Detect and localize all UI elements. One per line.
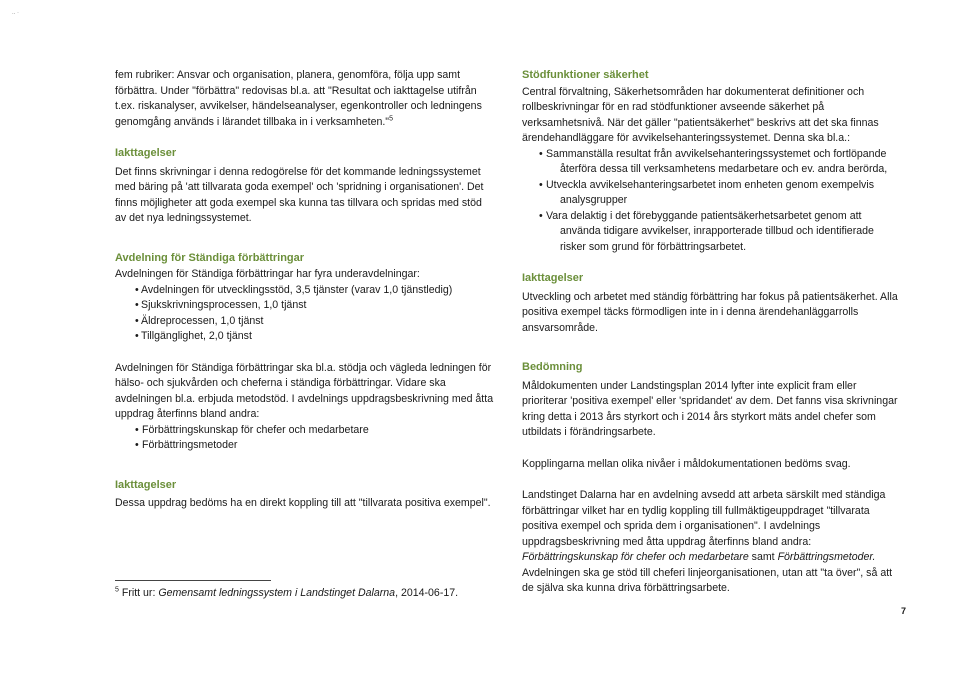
bedomning-p3-b: Avdelningen ska ge stöd till cheferi linjeorganisationen, utan att "ta över", så att de själva ska kunna driva förbättringsarbete. xyxy=(522,566,893,594)
bedomning-p3-mid: samt xyxy=(748,551,778,563)
list-item: • Äldreprocessen, 1,0 tjänst xyxy=(115,314,495,330)
list-item-cont: återföra dessa till verksamhetens medarbetare och ev. andra berörda, xyxy=(560,163,888,175)
intro-text: fem rubriker: Ansvar och organisation, planera, genomföra, följa upp samt förbättra. Under "förbättra" redovisas bl.a. att "Resultat och iakttagelse utifrån t.ex. riskanalyser, avvikelser, händelseanalyser, egenkontroller och ledningens genomgång används i lärandet tillbaka in i verksamheten." xyxy=(115,69,482,128)
footnote-number: 5 xyxy=(115,586,119,594)
bedomning-p1: Måldokumenten under Landstingsplan 2014 lyfter inte explicit fram eller prioriterar 'positiva exempel' eller 'spridandet' av dem. Det fanns visa skrivningar kring detta i 2013 års styrkort och i 2014 års styrkort mäts andel chefer som utbildats i förändringsarbete. xyxy=(522,379,898,438)
bedomning-p2: Kopplingarna mellan olika nivåer i måldokumentationen bedöms svag. xyxy=(522,457,851,470)
list-item xyxy=(522,209,902,256)
avdelning-list xyxy=(115,283,495,345)
list-item-cont: använda tidigare avvikelser, inrapporterade tillbud och identifierade risker som grund för förbättringsarbetet. xyxy=(560,225,874,253)
page-number: 7 xyxy=(901,606,907,616)
list-item xyxy=(522,178,902,209)
iakttagelser-heading-1: Iakttagelser xyxy=(115,147,177,159)
stod-text: Central förvaltning, Säkerhetsområden har dokumenterat definitioner och rollbeskrivningar för en rad stödfunktioner avseende säkerhet på verksamhetsnivå. När det gäller "patientsäkerhet" beskrivs att det ska finnas ärendehandläggare för avvikelsehanteringssystemet. Denna ska bl.a.: xyxy=(522,85,879,144)
footnote-suffix: , 2014-06-17. xyxy=(395,587,459,599)
list-item-first: Sammanställa resultat från avvikelsehanteringssystemet och fortlöpande xyxy=(546,147,887,160)
list-item: • Sjukskrivningsprocessen, 1,0 tjänst xyxy=(115,298,495,314)
uppdrag-list xyxy=(115,423,495,454)
avdelning-text: Avdelningen för Ständiga förbättringar ska bl.a. stödja och vägleda ledningen för hälso- och sjukvården och cheferna i ständiga förbättringar. Vidare ska avdelningen bl.a. erbjuda metodstöd. I avdelnings uppdragsbeskrivning med åtta uppdrag återfinns bland andra: xyxy=(115,361,494,420)
list-item: • Tillgänglighet, 2,0 tjänst xyxy=(115,329,495,345)
avdelning-heading: Avdelning för Ständiga förbättringar xyxy=(115,251,305,264)
bedomning-p3-italic-1: Förbättringskunskap för chefer och medarbetare xyxy=(522,551,749,563)
iakttagelser-heading-2: Iakttagelser xyxy=(115,478,177,491)
iakttagelser-text-1: Det finns skrivningar i denna redogörelse för det kommande ledningssystemet med bäring på 'att tillvarata goda exempel' och 'spridning i organisationen'. Det finns möjligheter att goda exempel ska kunna tas tillvara och spridas med stöd av det nya ledningssystemet. xyxy=(115,165,484,224)
footnote-rule xyxy=(115,580,271,581)
iakttagelser-text-right: Utveckling och arbetet med ständig förbättring har fokus på patientsäkerhet. Alla positiva exempel täcks förmodligen inte in i denna ärendehanläggarrolls ansvarsområde. xyxy=(522,290,898,334)
list-item: • Förbättringsmetoder xyxy=(115,438,495,454)
footnote-title: Gemensamt ledningssystem i Landstinget Dalarna xyxy=(158,587,396,599)
right-column xyxy=(522,68,902,597)
bedomning-heading: Bedömning xyxy=(522,361,583,373)
left-column xyxy=(115,68,495,512)
list-item-first: Vara delaktig i det förebyggande patientsäkerhetsarbetet genom att xyxy=(546,209,862,222)
list-item: • Avdelningen för utvecklingsstöd, 3,5 tjänster (varav 1,0 tjänstledig) xyxy=(115,283,495,299)
intro-paragraph xyxy=(115,68,495,130)
bedomning-p3 xyxy=(522,488,902,597)
stod-list xyxy=(522,147,902,256)
footnote-ref: 5 xyxy=(389,114,393,122)
list-item: • Förbättringskunskap för chefer och medarbetare xyxy=(115,423,495,439)
list-item-first: Utveckla avvikelsehanteringsarbetet inom enheten genom exempelvis xyxy=(546,178,874,191)
avdelning-intro: Avdelningen för Ständiga förbättringar har fyra underavdelningar: xyxy=(115,268,420,280)
stod-heading: Stödfunktioner säkerhet xyxy=(522,69,649,81)
list-item-cont: analysgrupper xyxy=(560,194,628,206)
iakttagelser-text-2: Dessa uppdrag bedöms ha en direkt koppling till att "tillvarata positiva exempel". xyxy=(115,497,491,509)
footnote-prefix: Fritt ur: xyxy=(118,587,159,599)
bedomning-p3-a: Landstinget Dalarna har en avdelning avsedd att arbeta särskilt med ständiga förbättringar vilket har en tydlig koppling till fullmäktigeuppdraget "tillvarata positiva exempel och sprida dem i organisationen". I avdelnings uppdragsbeskrivning med åtta uppdrag återfinns bland andra: xyxy=(522,489,886,548)
bedomning-p3-italic-2: Förbättringsmetoder. xyxy=(777,551,876,563)
footnote xyxy=(115,587,515,599)
list-item xyxy=(522,147,902,178)
scan-specks: .. · xyxy=(12,10,19,16)
iakttagelser-heading-right: Iakttagelser xyxy=(522,272,584,284)
